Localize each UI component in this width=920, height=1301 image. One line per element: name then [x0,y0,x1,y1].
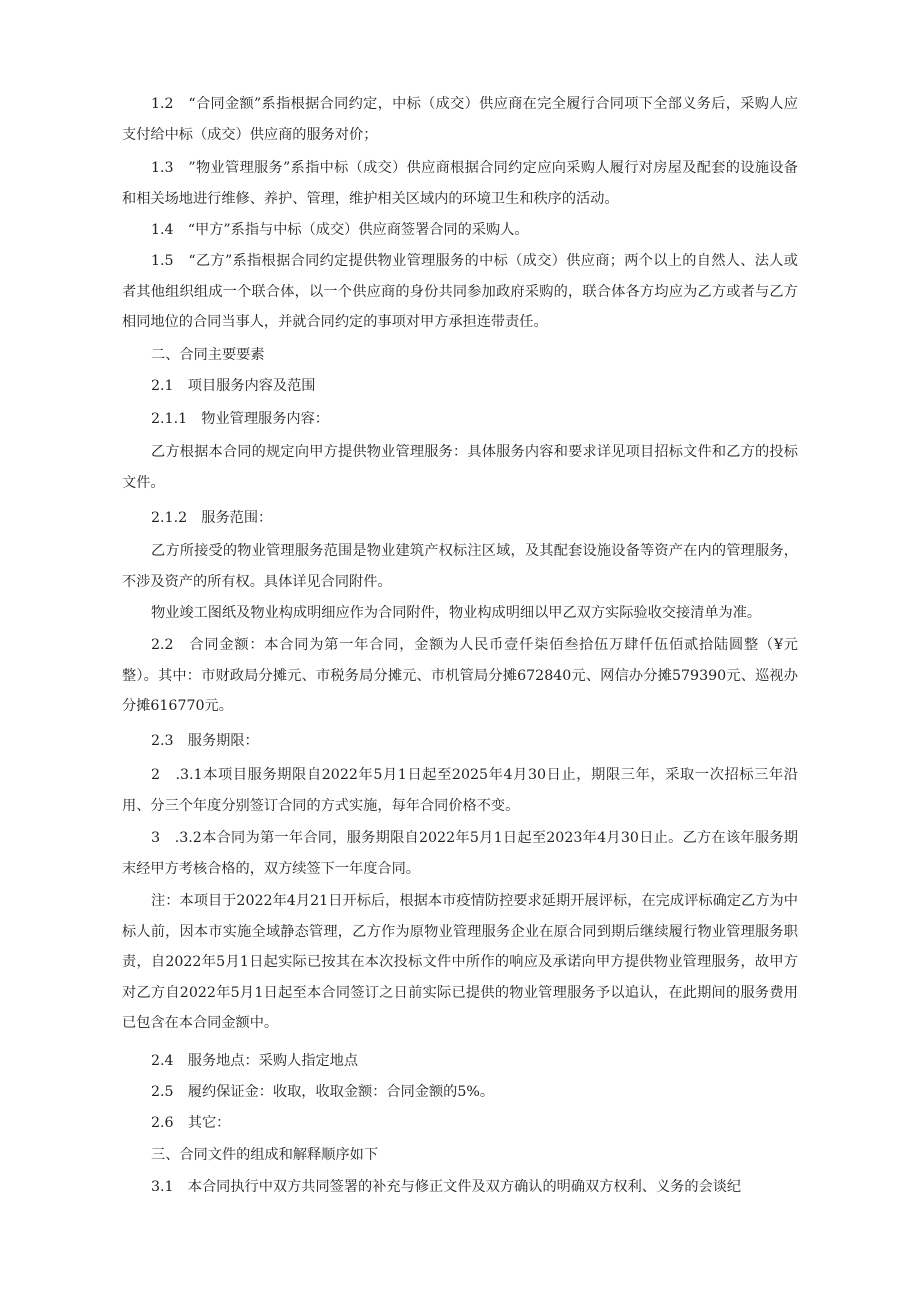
service-scope-text: 乙方所接受的物业管理服务范围是物业建筑产权标注区域，及其配套设施设备等资产在内的管理服务，不涉及资产的所有权。具体详见合同附件。 [122,543,798,590]
clause-2-5: 2.5 履约保证金：收取，收取金额：合同金额的5%。 [151,1084,495,1100]
clause-2-1: 2.1 项目服务内容及范围 [151,378,316,394]
clause-1-4: 1.4 “甲方”系指与中标（成交）供应商签署合同的采购人。 [151,222,529,238]
clause-2-1-2: 2.1.2 服务范围： [151,510,273,526]
clause-2-3-1: 2 .3.1本项目服务期限自2022年5月1日起至2025年4月30日止，期限三年，采取一次招标三年沿用、分三个年度分别签订合同的方式实施，每年合同价格不变。 [122,767,798,814]
clause-1-5: 1.5 “乙方”系指根据合同约定提供物业管理服务的中标（成交）供应商；两个以上的自然人、法人或者其他组织组成一个联合体，以一个供应商的身份共同参加政府采购的，联合体各方均应为乙方或者与乙方相同地位的合同当事人，并就合同约定的事项对甲方承担连带责任。 [122,253,798,330]
attachment-note: 物业竣工图纸及物业构成明细应作为合同附件，物业构成明细以甲乙双方实际验收交接清单为准。 [151,605,762,621]
clause-2-1-1: 2.1.1 物业管理服务内容： [151,411,329,427]
clause-2-2: 2.2 合同金额：本合同为第一年合同，金额为人民币壹仟柒佰叁拾伍万肆仟伍佰贰拾陆圆整（¥元整）。其中：市财政局分摊元、市税务局分摊元、市机管局分摊672840元、网信办分摊579390元、巡视办分摊616770元。 [122,637,798,714]
clause-2-6: 2.6 其它： [151,1115,231,1131]
clause-2-4: 2.4 服务地点：采购人指定地点 [151,1053,359,1069]
clause-note: 注：本项目于2022年4月21日开标后，根据本市疫情防控要求延期开展评标，在完成评标确定乙方为中标人前，因本市实施全域静态管理，乙方作为原物业管理服务企业在原合同到期后继续履行物业管理服务职责，自2022年5月1日起实际已按其在本次投标文件中所作的响应及承诺向甲方提供物业管理服务，故甲方对乙方自2022年5月1日起至本合同签订之日前实际已提供的物业管理服务予以追认，在此期间的服务费用已包含在本合同金额中。 [122,893,798,1031]
clause-1-2: 1.2 “合同金额”系指根据合同约定，中标（成交）供应商在完全履行合同项下全部义务后，采购人应支付给中标（成交）供应商的服务对价； [122,96,798,143]
service-content-text: 乙方根据本合同的规定向甲方提供物业管理服务：具体服务内容和要求详见项目招标文件和乙方的投标文件。 [122,444,798,491]
section-heading-2: 二、合同主要要素 [151,347,265,363]
section-heading-3: 三、合同文件的组成和解释顺序如下 [151,1147,379,1163]
clause-2-3-2: 3 .3.2本合同为第一年合同，服务期限自2022年5月1日起至2023年4月30日止。乙方在该年服务期末经甲方考核合格的，双方续签下一年度合同。 [122,830,798,877]
clause-3-1: 3.1 本合同执行中双方共同签署的补充与修正文件及双方确认的明确双方权利、义务的会谈纪 [151,1179,742,1195]
clause-1-3: 1.3 ”物业管理服务”系指中标（成交）供应商根据合同约定应向采购人履行对房屋及配套的设施设备和相关场地进行维修、养护、管理，维护相关区域内的环境卫生和秩序的活动。 [122,160,798,207]
clause-2-3: 2.3 服务期限： [151,733,259,749]
